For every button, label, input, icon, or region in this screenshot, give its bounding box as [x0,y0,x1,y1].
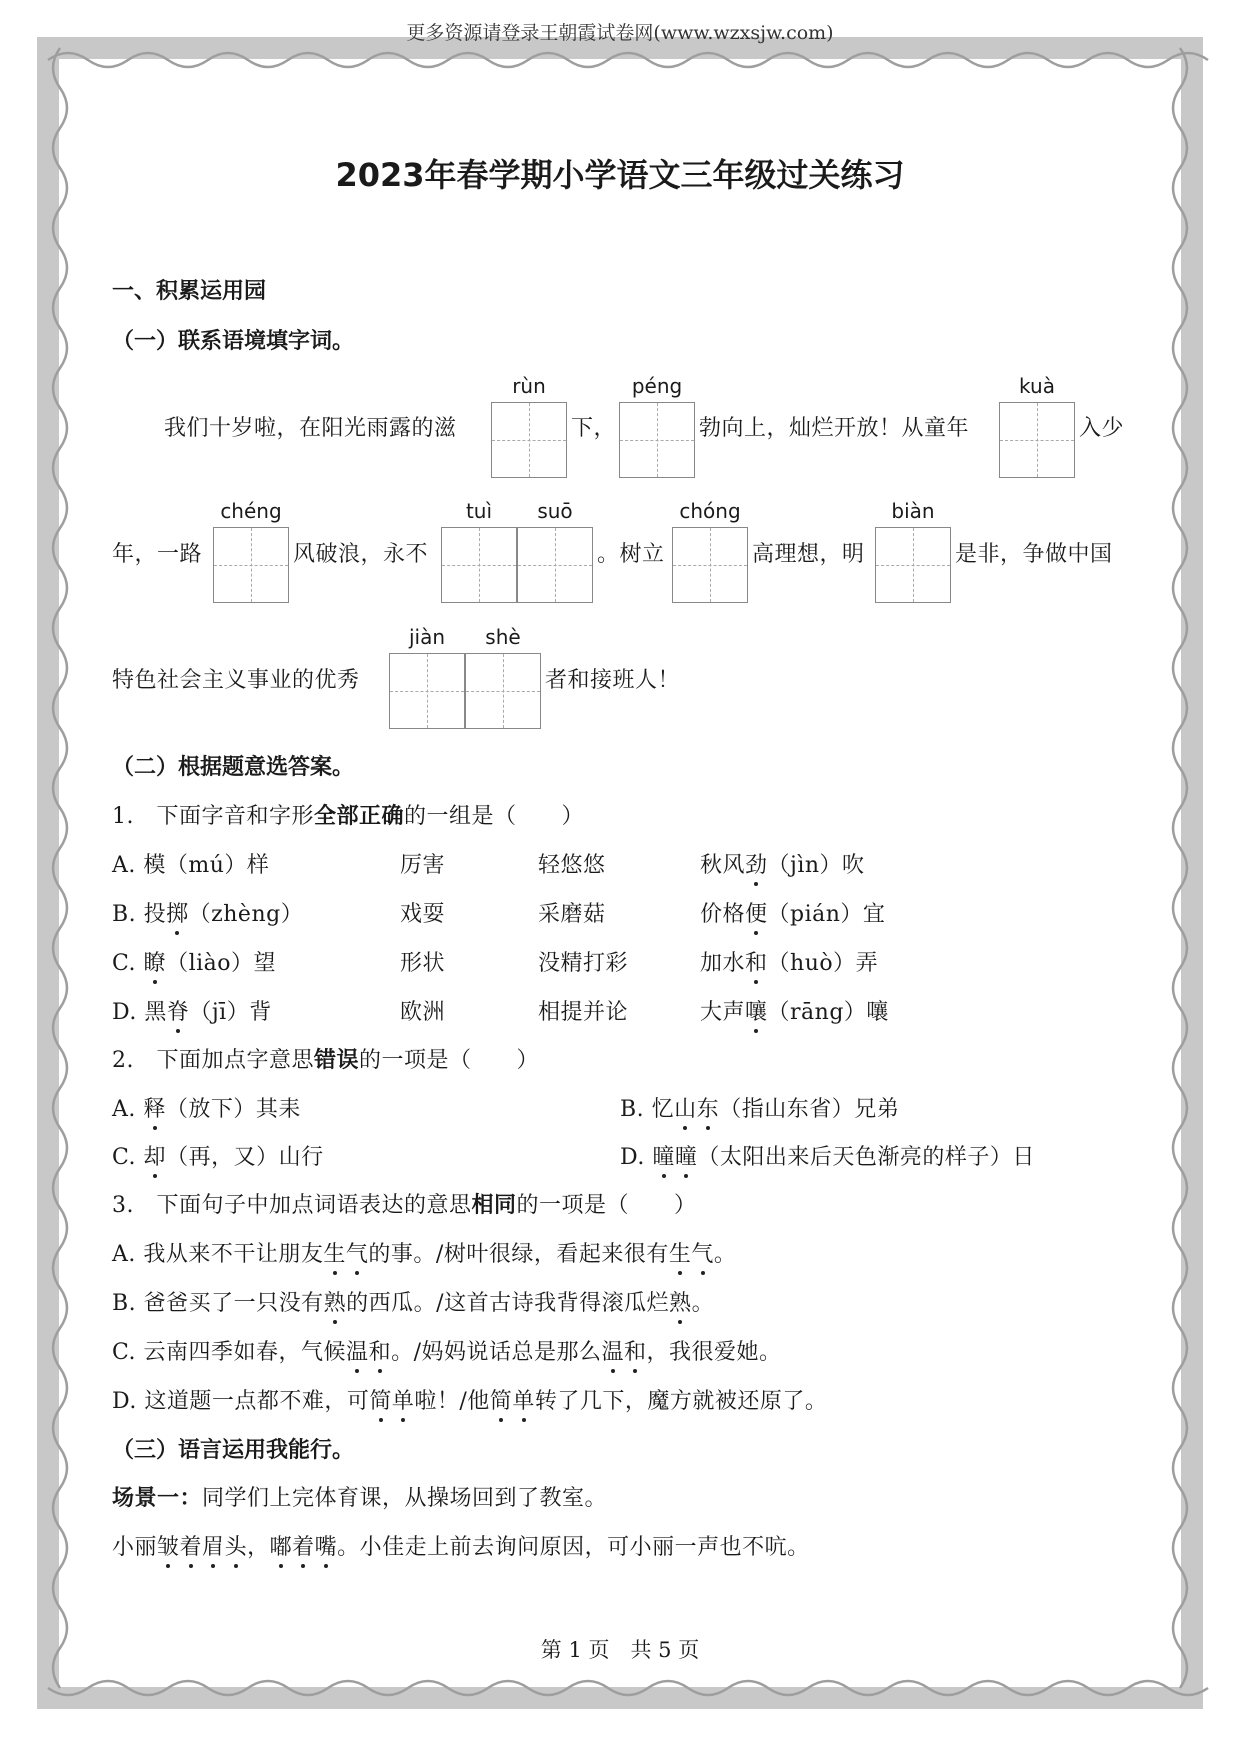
pinyin-bian: biàn [891,499,935,523]
pinyin-run: rùn [512,374,546,398]
answer-box-run[interactable] [491,402,567,478]
q3-option-b: B. 爸爸买了一只没有熟的西瓜。/这首古诗我背得滚瓜烂熟。 [112,1286,714,1317]
q1-option-a-4: 秋风劲（jìn）吹 [700,848,865,879]
q3-option-c: C. 云南四季如春，气候温和。/妈妈说话总是那么温和，我很爱她。 [112,1335,782,1366]
q1-option-b-2: 戏耍 [400,902,446,927]
pinyin-cheng: chéng [220,499,282,523]
pinyin-tui: tuì [465,499,493,523]
q2-option-d: D. 曈曈（太阳出来后天色渐亮的样子）日 [620,1140,1035,1171]
q1-option-d-2: 欧洲 [400,1000,446,1025]
fill-text-1a: 我们十岁啦，在阳光雨露的滋 [164,416,457,441]
fill-text-1d: 入少 [1079,416,1125,441]
pinyin-suo: suō [537,499,573,523]
page-number: 第 1 页 共 5 页 [540,1638,700,1662]
q1-option-d-word: D. 黑脊（jī）背 [112,995,272,1026]
question-3: 3. 下面句子中加点词语表达的意思相同的一项是（ ） [112,1193,697,1218]
pinyin-kua: kuà [1019,374,1055,398]
fill-text-1b: 下， [571,416,617,441]
question-2: 2. 下面加点字意思错误的一项是（ ） [112,1048,540,1073]
answer-box-she[interactable] [465,653,541,729]
pinyin-peng: péng [631,374,683,398]
q3-option-d: D. 这道题一点都不难，可简单啦！/他简单转了几下，魔方就被还原了。 [112,1384,827,1415]
answer-box-kua[interactable] [999,402,1075,478]
fill-text-2b: 风破浪，永不 [293,542,429,567]
fill-text-3a: 特色社会主义事业的优秀 [112,668,360,693]
fill-text-2a: 年，一路 [112,542,203,567]
answer-box-chong[interactable] [672,527,748,603]
q1-option-c-3: 没精打彩 [538,951,629,976]
fill-text-2d: 高理想，明 [752,542,865,567]
answer-box-jian[interactable] [389,653,465,729]
part3-heading: （三）语言运用我能行。 [112,1438,355,1463]
scene-one: 场景一：同学们上完体育课，从操场回到了教室。 [112,1486,608,1511]
fill-text-3b: 者和接班人！ [545,668,681,693]
q1-option-a-2: 厉害 [400,853,446,878]
q1-option-d-3: 相提并论 [538,1000,629,1025]
answer-box-peng[interactable] [619,402,695,478]
q1-option-a-3: 轻悠悠 [538,853,606,878]
q2-option-b: B. 忆山东（指山东省）兄弟 [620,1092,899,1123]
answer-box-suo[interactable] [517,527,593,603]
page-title: 2023年春学期小学语文三年级过关练习 [335,156,905,194]
q3-option-a: A. 我从来不干让朋友生气的事。/树叶很绿，看起来很有生气。 [112,1237,736,1268]
q1-option-c-2: 形状 [400,951,446,976]
answer-box-bian[interactable] [875,527,951,603]
fill-text-2e: 是非，争做中国 [955,542,1113,567]
q2-option-c: C. 却（再，又）山行 [112,1140,324,1171]
question-1: 1. 下面字音和字形全部正确的一组是（ ） [112,804,585,829]
pinyin-she: shè [485,625,521,649]
pinyin-jian: jiàn [408,625,446,649]
section-heading: 一、积累运用园 [112,279,267,304]
q1-option-b-3: 采磨菇 [538,902,606,927]
part1-heading: （一）联系语境填字词。 [112,329,355,354]
fill-text-1c: 勃向上，灿烂开放！从童年 [699,416,970,441]
answer-box-tui[interactable] [441,527,517,603]
part2-heading: （二）根据题意选答案。 [112,755,355,780]
q1-option-b-word: B. 投掷（zhèng） [112,897,303,928]
q2-option-a: A. 释（放下）其耒 [112,1092,301,1123]
q1-option-c-4: 加水和（huò）弄 [700,946,878,977]
q1-option-d-4: 大声嚷（rāng）嚷 [700,995,889,1026]
q1-option-a-word: A. 模（mú）样 [112,853,270,878]
pinyin-chong: chóng [679,499,741,523]
fill-text-2c: 。树立 [597,542,665,567]
header-note: 更多资源请登录王朝霞试卷网(www.wzxsjw.com) [406,22,834,44]
q1-option-c-word: C. 瞭（liào）望 [112,946,276,977]
scene-line: 小丽皱着眉头，嘟着嘴。小佳走上前去询问原因，可小丽一声也不吭。 [112,1530,810,1561]
q1-option-b-4: 价格便（pián）宜 [700,897,885,928]
answer-box-cheng[interactable] [213,527,289,603]
